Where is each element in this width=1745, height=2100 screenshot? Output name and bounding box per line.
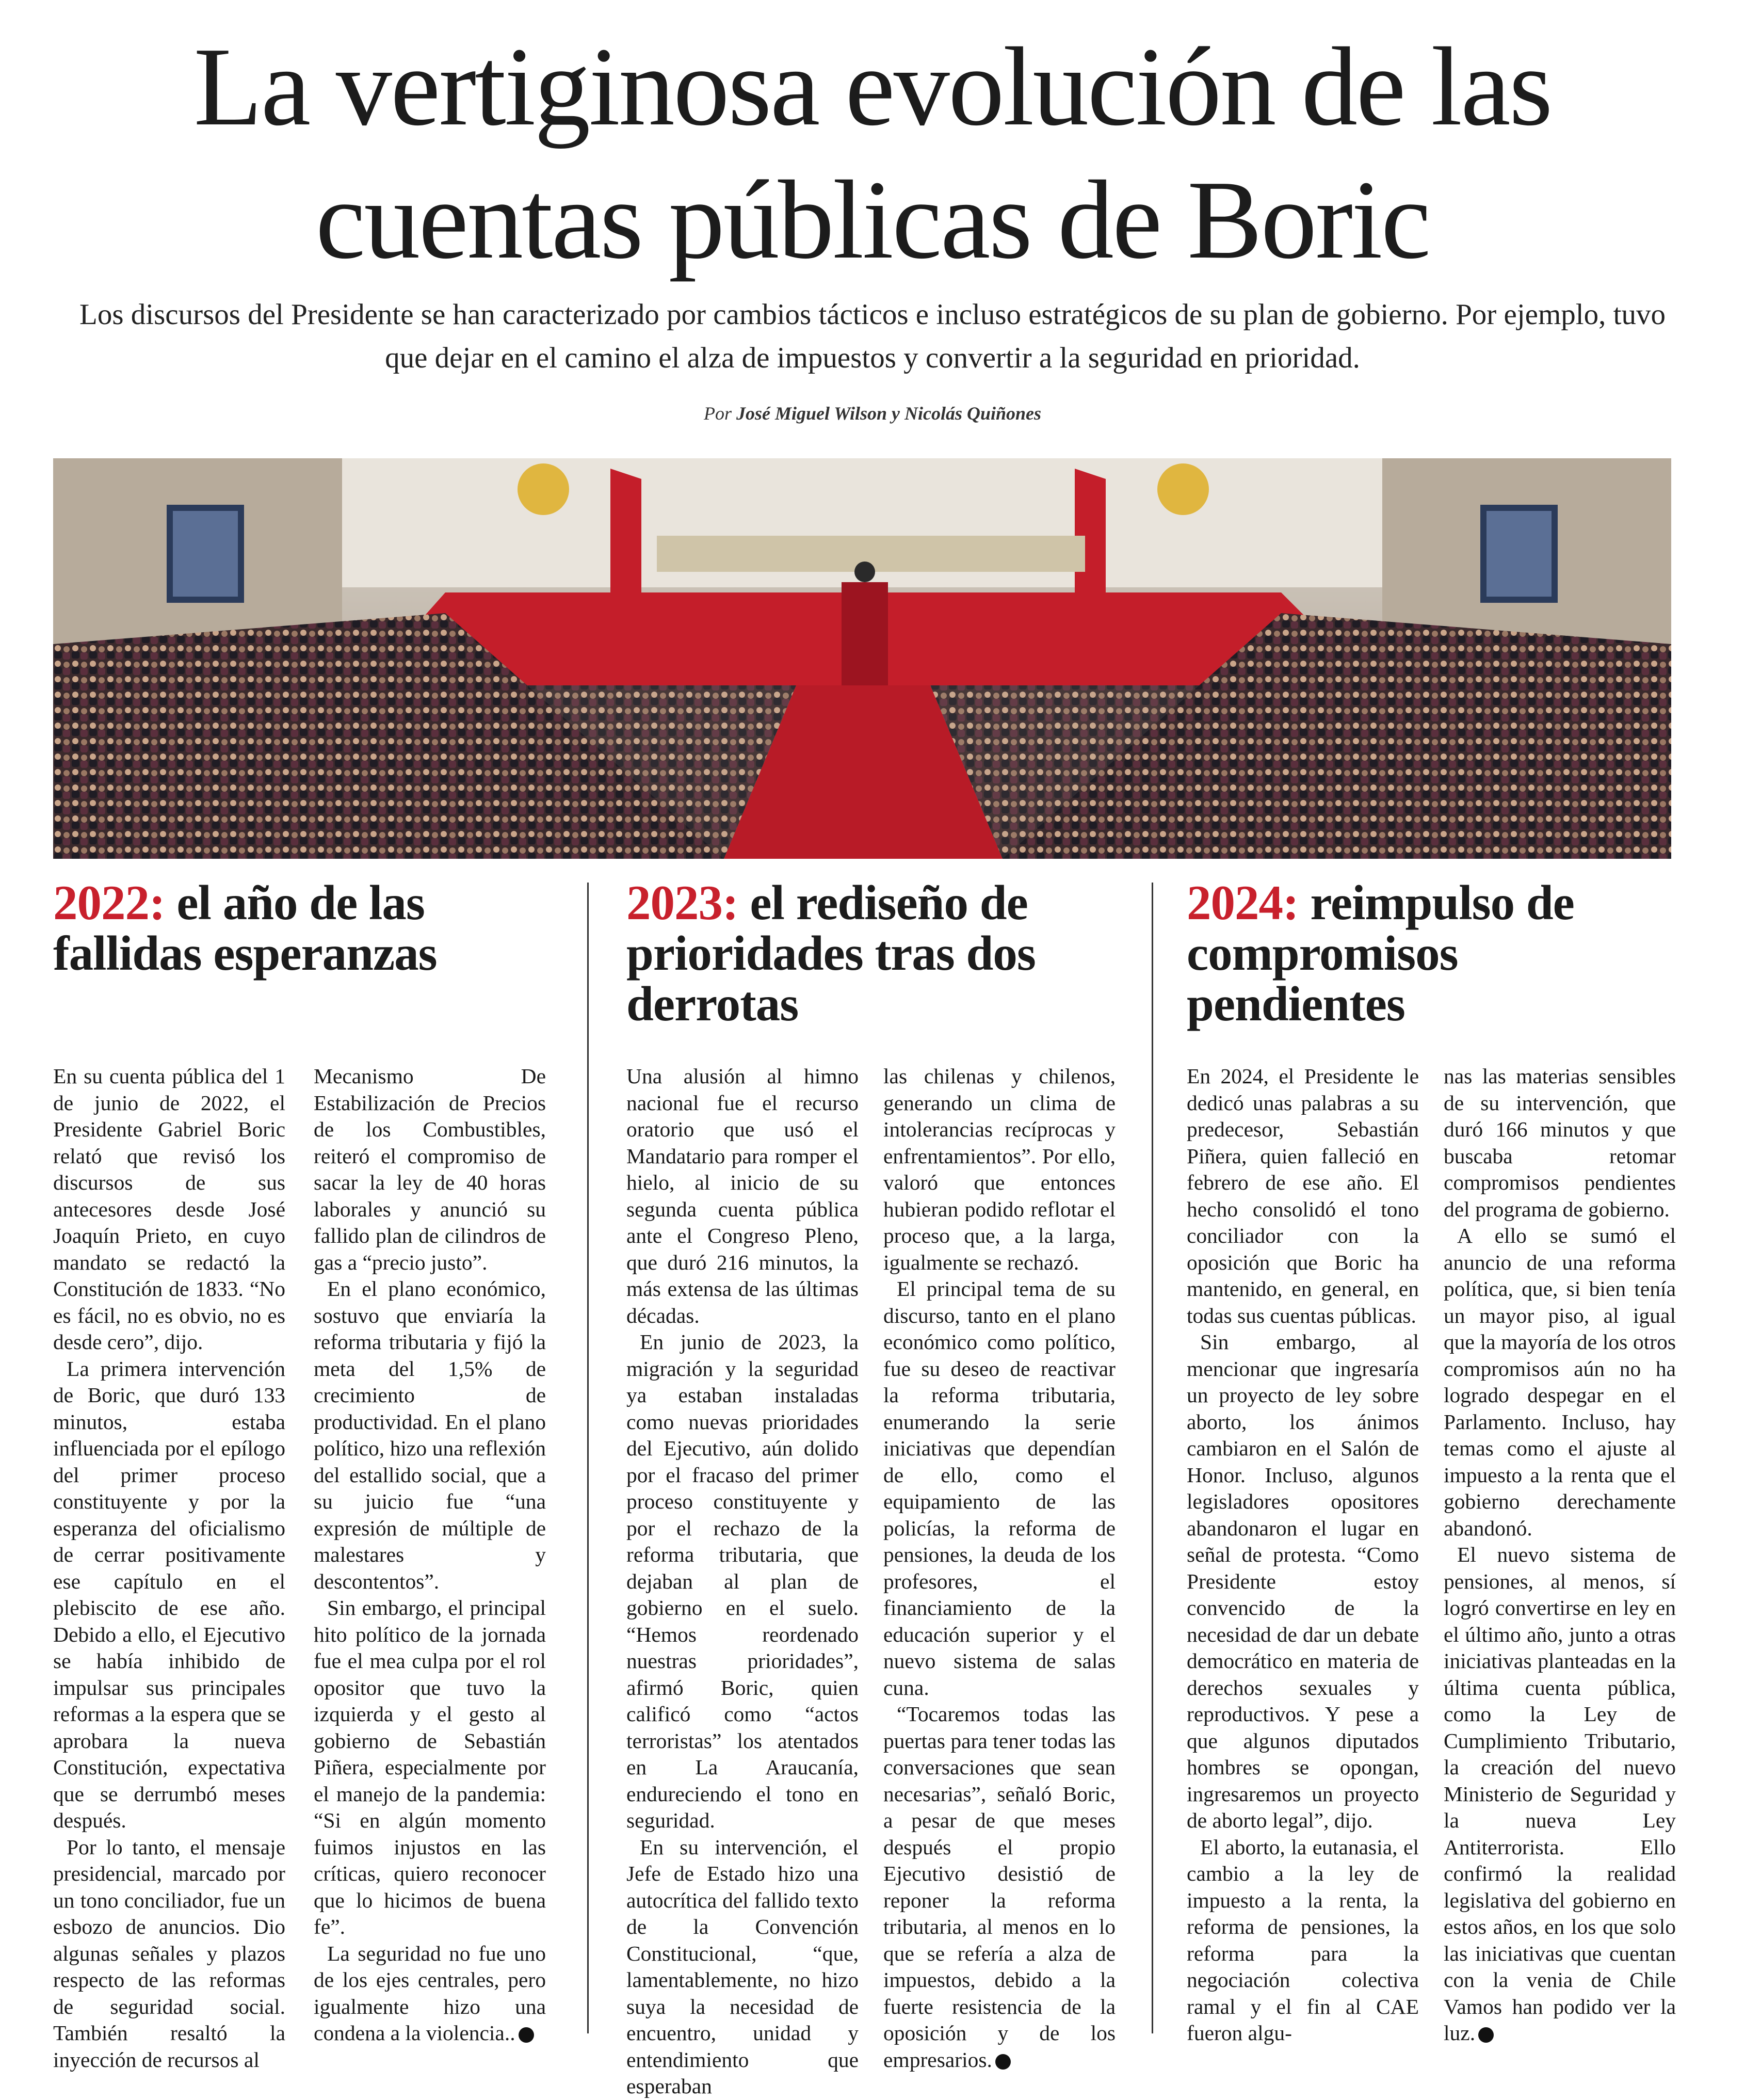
- paragraph-text: El nuevo sistema de pensiones, al menos, sí logró convertirse en ley en el último año, junto a otras iniciativas planteadas en la última cuenta pública, como la Ley de Cumplimiento Tributario, la creación del nuevo Ministerio de Seguridad y la nueva Ley Antiterrorista. Ello confirmó la realidad legislativa del gobierno en estos años, en los que solo las iniciativas que cuentan con la venia de Chile Vamos han podido ver la luz.: [1444, 1543, 1676, 2045]
- congress-photo-illustration: [53, 458, 1671, 859]
- paragraph-text: “Tocaremos todas las puertas para tener todas las conversaciones que sean necesarias”, señaló Boric, a pesar de que meses después el propio Ejecutivo desistió de reponer la reforma tributaria, al menos en lo que se refería a alza de impuestos, debido a la fuerte resistencia de la oposición y de los empresarios.: [883, 1702, 1116, 2072]
- headline-line-1: La vertiginosa evolución de las: [193, 25, 1552, 149]
- section-2024-heading: [1187, 877, 1682, 1029]
- body-column-2022-a: [53, 1063, 285, 2072]
- paragraph: Por lo tanto, el mensaje presidencial, marcado por un tono conciliador, fue un esbozo de anuncios. Dio algunas señales y plazos respecto de las reformas de seguridad social. También resaltó la inyección de recursos al: [53, 1835, 285, 2072]
- section-title: el rediseño de prioridades tras dos derrotas: [626, 875, 1036, 1031]
- body-column-2024-b: [1444, 1063, 1676, 2044]
- byline-authors: José Miguel Wilson y Nicolás Quiñones: [736, 403, 1042, 424]
- paragraph: las chilenas y chilenos, generando un clima de intolerancias recíprocas y enfrentamientos”. Por ello, valoró que entonces hubieran podido reflotar el proceso que, a la larga, igualmente se rechazó.: [883, 1064, 1116, 1274]
- section-year: 2022:: [53, 875, 165, 930]
- section-2022-heading: [53, 877, 569, 979]
- congress-photo: [53, 458, 1671, 859]
- body-column-2024-a: [1187, 1063, 1419, 2044]
- paragraph: Una alusión al himno nacional fue el recurso oratorio que usó el Mandatario para romper el hielo, al inicio de su segunda cuenta pública ante el Congreso Pleno, que duró 216 minutos, la más extensa de las últimas décadas.: [626, 1064, 859, 1327]
- paragraph: La primera intervención de Boric, que duró 133 minutos, estaba influenciada por el epílogo del primer proceso constituyente y por la esperanza del oficialismo de cerrar positivamente ese capítulo en el plebiscito de ese año. Debido a ello, el Ejecutivo se había inhibido de impulsar sus principales reformas a la espera que se aprobara la nueva Constitución, expectativa que se derrumbó meses después.: [53, 1356, 285, 1832]
- section-year: 2023:: [626, 875, 738, 930]
- column-divider: [1152, 883, 1153, 2033]
- headline-line-2: cuentas públicas de Boric: [315, 158, 1430, 282]
- paragraph: En su cuenta pública del 1 de junio de 2022, el Presidente Gabriel Boric relató que revisó los discursos de sus antecesores desde José Joaquín Prieto, en cuyo mandato se redactó la Constitución de 1833. “No es fácil, no es obvio, no es desde cero”, dijo.: [53, 1064, 285, 1354]
- byline-prefix: Por: [703, 403, 732, 424]
- paragraph: En junio de 2023, la migración y la seguridad ya estaban instaladas como nuevas prioridades del Ejecutivo, aún dolido por el fracaso del primer proceso constituyente y por el rechazo de la reforma tributaria, que dejaban al plan de gobierno en el suelo. “Hemos reordenado nuestras prioridades”, afirmó Boric, quien calificó como “actos terroristas” los atentados en La Araucanía, endureciendo el tono en seguridad.: [626, 1330, 859, 1832]
- paragraph: Mecanismo De Estabilización de Precios de los Combustibles, reiteró el compromiso de sacar la ley de 40 horas laborales y anunció su fallido plan de cilindros de gas a “precio justo”.: [314, 1064, 546, 1274]
- end-mark-icon: [995, 2054, 1011, 2070]
- section-year: 2024:: [1187, 875, 1299, 930]
- paragraph: En el plano económico, sostuvo que enviaría la reforma tributaria y fijó la meta del 1,5% de crecimiento de productividad. En el plano político, hizo una reflexión del estallido social, que a su juicio fue “una expresión de múltiple de malestares y descontentos”.: [314, 1277, 546, 1593]
- paragraph: [1444, 1542, 1676, 2047]
- paragraph: [883, 1701, 1116, 2073]
- section-title: el año de las fallidas esperanzas: [53, 875, 437, 981]
- paragraph: nas las materias sensibles de su intervención, que duró 166 minutos y que buscaba retomar compromisos pendientes del programa de gobierno.: [1444, 1064, 1676, 1221]
- byline: [0, 403, 1745, 424]
- column-divider: [587, 883, 589, 2033]
- paragraph: Sin embargo, el principal hito político de la jornada fue el mea culpa por el rol opositor que tuvo la izquierda y el gesto al gobierno de Sebastián Piñera, especialmente por el manejo de la pandemia: “Si en algún momento fuimos injustos en las críticas, quiero reconocer que lo hicimos de buena fe”.: [314, 1596, 546, 1938]
- headline: [52, 21, 1693, 287]
- body-column-2023-a: [626, 1063, 859, 2098]
- section-2023-heading: [626, 877, 1142, 1029]
- end-mark-icon: [1478, 2027, 1494, 2043]
- paragraph: Sin embargo, al mencionar que ingresaría un proyecto de ley sobre aborto, los ánimos cambiaron en el Salón de Honor. Incluso, algunos legisladores opositores abandonaron el lugar en señal de protesta. “Como Presidente estoy convencido de la necesidad de dar un debate democrático en materia de derechos sexuales y reproductivos. Y pese a que algunos diputados hombres se opongan, ingresaremos un proyecto de aborto legal”, dijo.: [1187, 1330, 1419, 1832]
- paragraph: El principal tema de su discurso, tanto en el plano económico como político, fue su deseo de reactivar la reforma tributaria, enumerando la serie iniciativas que dependían de ello, como el equipamiento de las policías, la reforma de pensiones, la deuda de los profesores, el financiamiento de la educación superior y el nuevo sistema de salas cuna.: [883, 1277, 1116, 1700]
- paragraph: En su intervención, el Jefe de Estado hizo una autocrítica del fallido texto de la Convención Constitucional, “que, lamentablemente, no hizo suya la necesidad de encuentro, unidad y entendimiento que esperaban: [626, 1835, 859, 2098]
- paragraph: El aborto, la eutanasia, el cambio a la ley de impuesto a la renta, la reforma de pensiones, la reforma para la negociación colectiva ramal y el fin al CAE fueron algu-: [1187, 1835, 1419, 2045]
- paragraph-text: La seguridad no fue uno de los ejes centrales, pero igualmente hizo una condena a la violencia..: [314, 1941, 546, 2045]
- body-column-2022-b: [314, 1063, 546, 2044]
- section-title: reimpulso de compromisos pendientes: [1187, 875, 1574, 1031]
- end-mark-icon: [519, 2027, 534, 2043]
- body-column-2023-b: [883, 1063, 1116, 2072]
- paragraph: En 2024, el Presidente le dedicó unas palabras a su predecesor, Sebastián Piñera, quien falleció en febrero de ese año. El hecho consolidó el tono conciliador con la oposición que Boric ha mantenido, en general, en todas sus cuentas públicas.: [1187, 1064, 1419, 1327]
- paragraph: A ello se sumó el anuncio de una reforma política, que, si bien tenía un mayor piso, al igual que la mayoría de los otros compromisos aún no ha logrado despegar en el Parlamento. Incluso, hay temas como el ajuste al impuesto a la renta que el gobierno derechamente abandonó.: [1444, 1224, 1676, 1540]
- paragraph: [314, 1941, 546, 2047]
- deck: Los discursos del Presidente se han caracterizado por cambios tácticos e incluso estratégicos de su plan de gobierno. Por ejemplo, tuvo que dejar en el camino el alza de impuestos y convertir a la seguridad en prioridad.: [79, 298, 1666, 374]
